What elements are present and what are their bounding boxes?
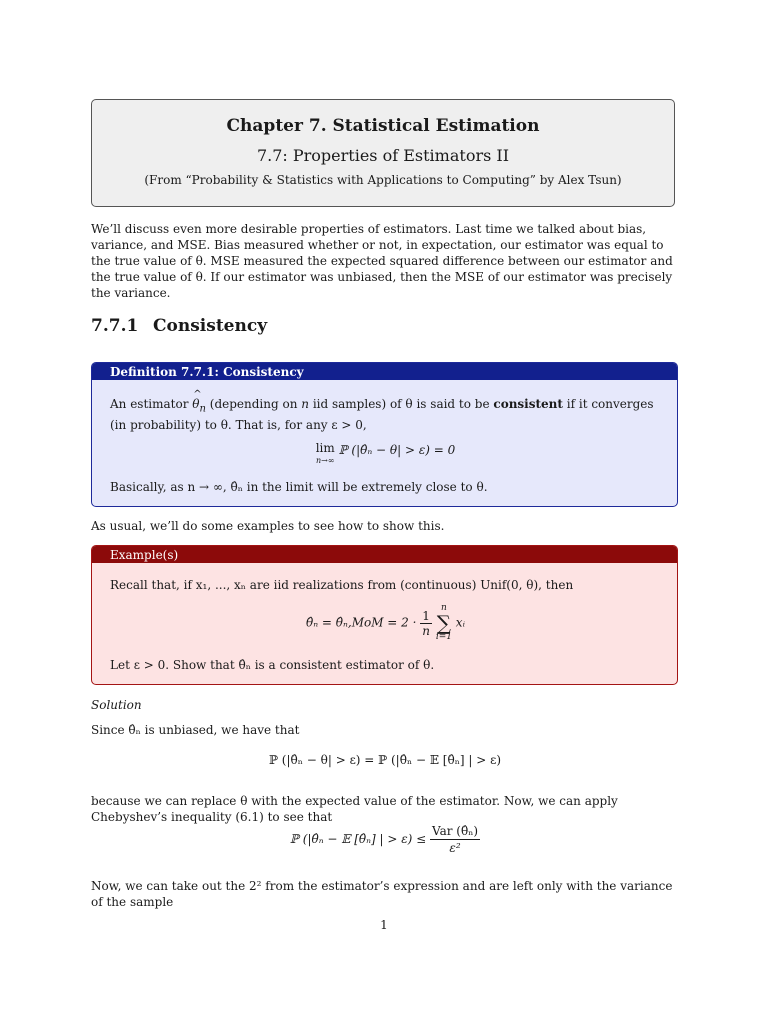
definition-text: An estimator ^ $\theta_n$ (depending on n iid samples) of θ is said to be consistent if it converges (in probability) to θ. That is, for any ε > 0, [92, 396, 677, 433]
subsection-heading [91, 316, 267, 336]
intro-paragraph: We’ll discuss even more desirable properties of estimators. Last time we talked about bias, variance, and MSE. Bias measured whether or not, in expectation, our estimator was equal to the true value of θ. MSE measured the expected squared difference between our estimator and the true value of θ. If our estimator was unbiased, then the MSE of our estimator was precisely the variance. [91, 222, 673, 300]
solution-line-1: Since θ̂ₙ is unbiased, we have that [91, 723, 300, 737]
definition-title: Definition 7.7.1: Consistency [92, 363, 677, 380]
example-title: Example(s) [92, 546, 677, 563]
consistency-equation: lim n→∞ ℙ (|θ̂ₙ − θ| > ε) = 0 [315, 441, 456, 465]
solution-label: Solution [91, 698, 142, 712]
source-citation: (From “Probability & Statistics with Applications to Computing” by Alex Tsun) [144, 173, 622, 187]
chebyshev-equation: ℙ (|θ̂ₙ − 𝔼 [θ̂ₙ] | > ε) ≤ $\frac{\text{Var (θ̂ₙ)}}{\text{ε²}}$ [289, 824, 479, 855]
chapter-title: Chapter 7. Statistical Estimation [226, 116, 540, 136]
mom-estimator-equation: θ̂ₙ = θ̂ₙ,MoM = 2 · $\frac{1}{n}$ n ∑ i=1 xᵢ [306, 603, 465, 642]
section-title: 7.7: Properties of Estimators II [256, 146, 510, 165]
example-task: Let ε > 0. Show that θ̂ₙ is a consistent estimator of θ. [110, 658, 435, 672]
definition-box [91, 362, 678, 507]
subsection-title: Consistency [153, 316, 268, 336]
example-recall: Recall that, if x₁, ..., xₙ are iid realizations from (continuous) Unif(0, θ), then [110, 578, 574, 592]
solution-line-3: Now, we can take out the 2² from the estimator’s expression and are left only with the variance of the sample [91, 879, 673, 909]
unbiased-equation: ℙ (|θ̂ₙ − θ| > ε) = ℙ (|θ̂ₙ − 𝔼 [θ̂ₙ] | > ε) [268, 753, 502, 767]
transition-text: As usual, we’ll do some examples to see how to show this. [91, 519, 445, 533]
example-box [91, 545, 678, 685]
chapter-title-box [91, 99, 675, 207]
consistent-term: consistent [493, 397, 563, 411]
subsection-number: 7.7.1 [91, 316, 139, 336]
page-number: 1 [380, 918, 388, 932]
definition-remark: Basically, as n → ∞, θ̂ₙ in the limit will be extremely close to θ. [110, 480, 488, 494]
solution-line-2: because we can replace θ with the expected value of the estimator. Now, we can apply Chebyshev’s inequality (6.1) to see that [91, 794, 618, 824]
